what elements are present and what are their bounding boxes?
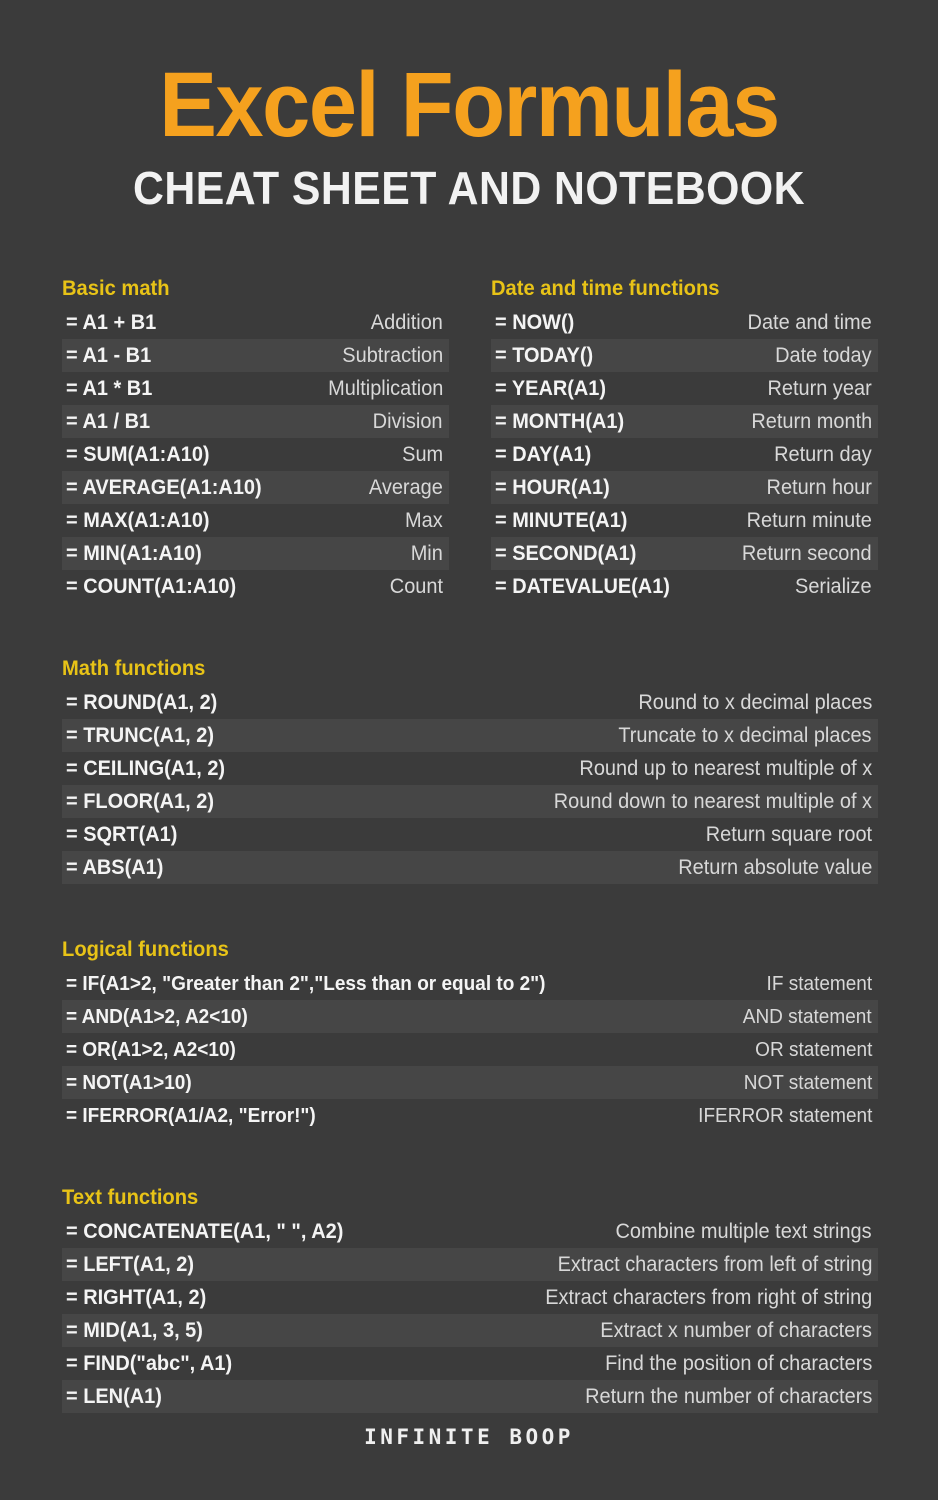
formula-text: = MONTH(A1): [495, 410, 625, 433]
section-spacer: [62, 603, 878, 658]
section-text-functions: [62, 1187, 878, 1413]
section-title-basic-math: Basic math: [62, 277, 170, 300]
table-row: [62, 1215, 878, 1248]
formula-text: = A1 / B1: [66, 410, 151, 433]
table-row: [491, 438, 878, 471]
rows-basic-math: [62, 306, 449, 603]
table-row: [62, 1099, 878, 1132]
table-row: [62, 719, 878, 752]
formula-description: Max: [405, 509, 443, 532]
table-row: [491, 570, 878, 603]
table-row: [62, 1000, 878, 1033]
section-basic-math: [62, 278, 449, 603]
formula-text: = OR(A1>2, A2<10): [66, 1038, 236, 1061]
rows-date-time: [491, 306, 878, 603]
cover-header: [0, 0, 938, 215]
table-row: [62, 372, 449, 405]
formula-description: Round to x decimal places: [638, 691, 872, 714]
formula-description: Sum: [401, 443, 443, 466]
formula-text: = LEN(A1): [66, 1385, 162, 1408]
formula-description: Return year: [767, 377, 872, 400]
page-title: Excel Formulas: [159, 54, 779, 156]
formula-description: Count: [389, 575, 443, 598]
formula-text: = MINUTE(A1): [495, 509, 628, 532]
formula-description: Date and time: [747, 311, 872, 334]
rows-math-functions: [62, 686, 878, 884]
formula-text: = SECOND(A1): [495, 542, 637, 565]
formula-text: = A1 * B1: [66, 377, 153, 400]
formula-text: = A1 - B1: [66, 344, 152, 367]
table-row: [62, 537, 449, 570]
section-math-functions: [62, 658, 878, 884]
formula-text: = FIND("abc", A1): [66, 1352, 233, 1375]
formula-text: = IFERROR(A1/A2, "Error!"): [66, 1104, 316, 1127]
table-row: [62, 1248, 878, 1281]
table-row: [491, 504, 878, 537]
table-row: [491, 471, 878, 504]
table-row: [62, 1347, 878, 1380]
table-row: [491, 405, 878, 438]
table-row: [491, 339, 878, 372]
formula-text: = MID(A1, 3, 5): [66, 1319, 203, 1342]
section-title-logical-functions: Logical functions: [62, 938, 229, 961]
formula-description: Return hour: [766, 476, 872, 499]
formula-text: = IF(A1>2, "Greater than 2","Less than or equal to 2"): [66, 972, 546, 995]
formula-description: Combine multiple text strings: [615, 1220, 872, 1243]
formula-description: Extract x number of characters: [600, 1319, 872, 1342]
table-row: [62, 851, 878, 884]
page-subtitle: CHEAT SHEET AND NOTEBOOK: [133, 162, 805, 215]
formula-description: Find the position of characters: [604, 1352, 872, 1375]
formula-description: Subtraction: [342, 344, 443, 367]
table-row: [62, 339, 449, 372]
formula-text: = AVERAGE(A1:A10): [66, 476, 262, 499]
formula-text: = DAY(A1): [495, 443, 592, 466]
formula-description: Return minute: [746, 509, 872, 532]
formula-description: Date today: [775, 344, 872, 367]
table-row: [62, 1066, 878, 1099]
section-logical-functions: [62, 939, 878, 1132]
cover-footer: [0, 1425, 938, 1449]
formula-text: = TODAY(): [495, 344, 594, 367]
table-row: [491, 372, 878, 405]
formula-description: IF statement: [766, 972, 872, 995]
formula-description: NOT statement: [743, 1071, 872, 1094]
formula-sections: [62, 278, 878, 1413]
formula-text: = SQRT(A1): [66, 823, 178, 846]
formula-description: Return second: [742, 542, 872, 565]
formula-description: Min: [410, 542, 443, 565]
formula-description: Round up to nearest multiple of x: [579, 757, 872, 780]
formula-description: Truncate to x decimal places: [618, 724, 872, 747]
formula-text: = ROUND(A1, 2): [66, 691, 218, 714]
formula-text: = CEILING(A1, 2): [66, 757, 226, 780]
table-row: [62, 438, 449, 471]
table-row: [62, 570, 449, 603]
formula-description: Return square root: [705, 823, 872, 846]
table-row: [62, 1380, 878, 1413]
formula-text: = MIN(A1:A10): [66, 542, 202, 565]
formula-text: = DATEVALUE(A1): [495, 575, 670, 598]
table-row: [62, 306, 449, 339]
section-spacer: [62, 1132, 878, 1187]
formula-description: Addition: [370, 311, 443, 334]
formula-text: = FLOOR(A1, 2): [66, 790, 214, 813]
table-row: [491, 537, 878, 570]
formula-description: AND statement: [743, 1005, 872, 1028]
table-row: [62, 1314, 878, 1347]
formula-description: Division: [373, 410, 443, 433]
publisher-logo: INFINITE BOOP: [364, 1425, 574, 1449]
formula-description: Extract characters from left of string: [557, 1253, 872, 1276]
formula-description: Return month: [751, 410, 872, 433]
formula-description: Multiplication: [327, 377, 443, 400]
formula-text: = NOW(): [495, 311, 575, 334]
formula-description: OR statement: [754, 1038, 872, 1061]
section-spacer: [62, 884, 878, 939]
formula-description: Serialize: [795, 575, 872, 598]
formula-description: IFERROR statement: [697, 1104, 872, 1127]
section-title-math-functions: Math functions: [62, 657, 206, 680]
formula-text: = CONCATENATE(A1, " ", A2): [66, 1220, 344, 1243]
formula-text: = RIGHT(A1, 2): [66, 1286, 207, 1309]
formula-description: Extract characters from right of string: [544, 1286, 872, 1309]
table-row: [491, 306, 878, 339]
formula-description: Average: [369, 476, 443, 499]
table-row: [62, 967, 878, 1000]
formula-description: Return day: [774, 443, 872, 466]
formula-text: = TRUNC(A1, 2): [66, 724, 214, 747]
section-title-text-functions: Text functions: [62, 1186, 199, 1209]
formula-text: = NOT(A1>10): [66, 1071, 192, 1094]
formula-text: = MAX(A1:A10): [66, 509, 210, 532]
table-row: [62, 471, 449, 504]
formula-description: Return absolute value: [677, 856, 872, 879]
rows-text-functions: [62, 1215, 878, 1413]
formula-text: = COUNT(A1:A10): [66, 575, 237, 598]
table-row: [62, 686, 878, 719]
formula-description: Round down to nearest multiple of x: [553, 790, 872, 813]
table-row: [62, 1281, 878, 1314]
formula-text: = ABS(A1): [66, 856, 164, 879]
formula-text: = A1 + B1: [66, 311, 157, 334]
formula-description: Return the number of characters: [584, 1385, 872, 1408]
table-row: [62, 405, 449, 438]
formula-text: = AND(A1>2, A2<10): [66, 1005, 248, 1028]
section-title-date-time: Date and time functions: [491, 277, 720, 300]
rows-logical-functions: [62, 967, 878, 1132]
table-row: [62, 504, 449, 537]
formula-text: = HOUR(A1): [495, 476, 610, 499]
section-pair-top: [62, 278, 878, 603]
formula-text: = SUM(A1:A10): [66, 443, 210, 466]
formula-text: = LEFT(A1, 2): [66, 1253, 195, 1276]
table-row: [62, 818, 878, 851]
section-date-time: [491, 278, 878, 603]
table-row: [62, 785, 878, 818]
formula-text: = YEAR(A1): [495, 377, 607, 400]
table-row: [62, 1033, 878, 1066]
table-row: [62, 752, 878, 785]
